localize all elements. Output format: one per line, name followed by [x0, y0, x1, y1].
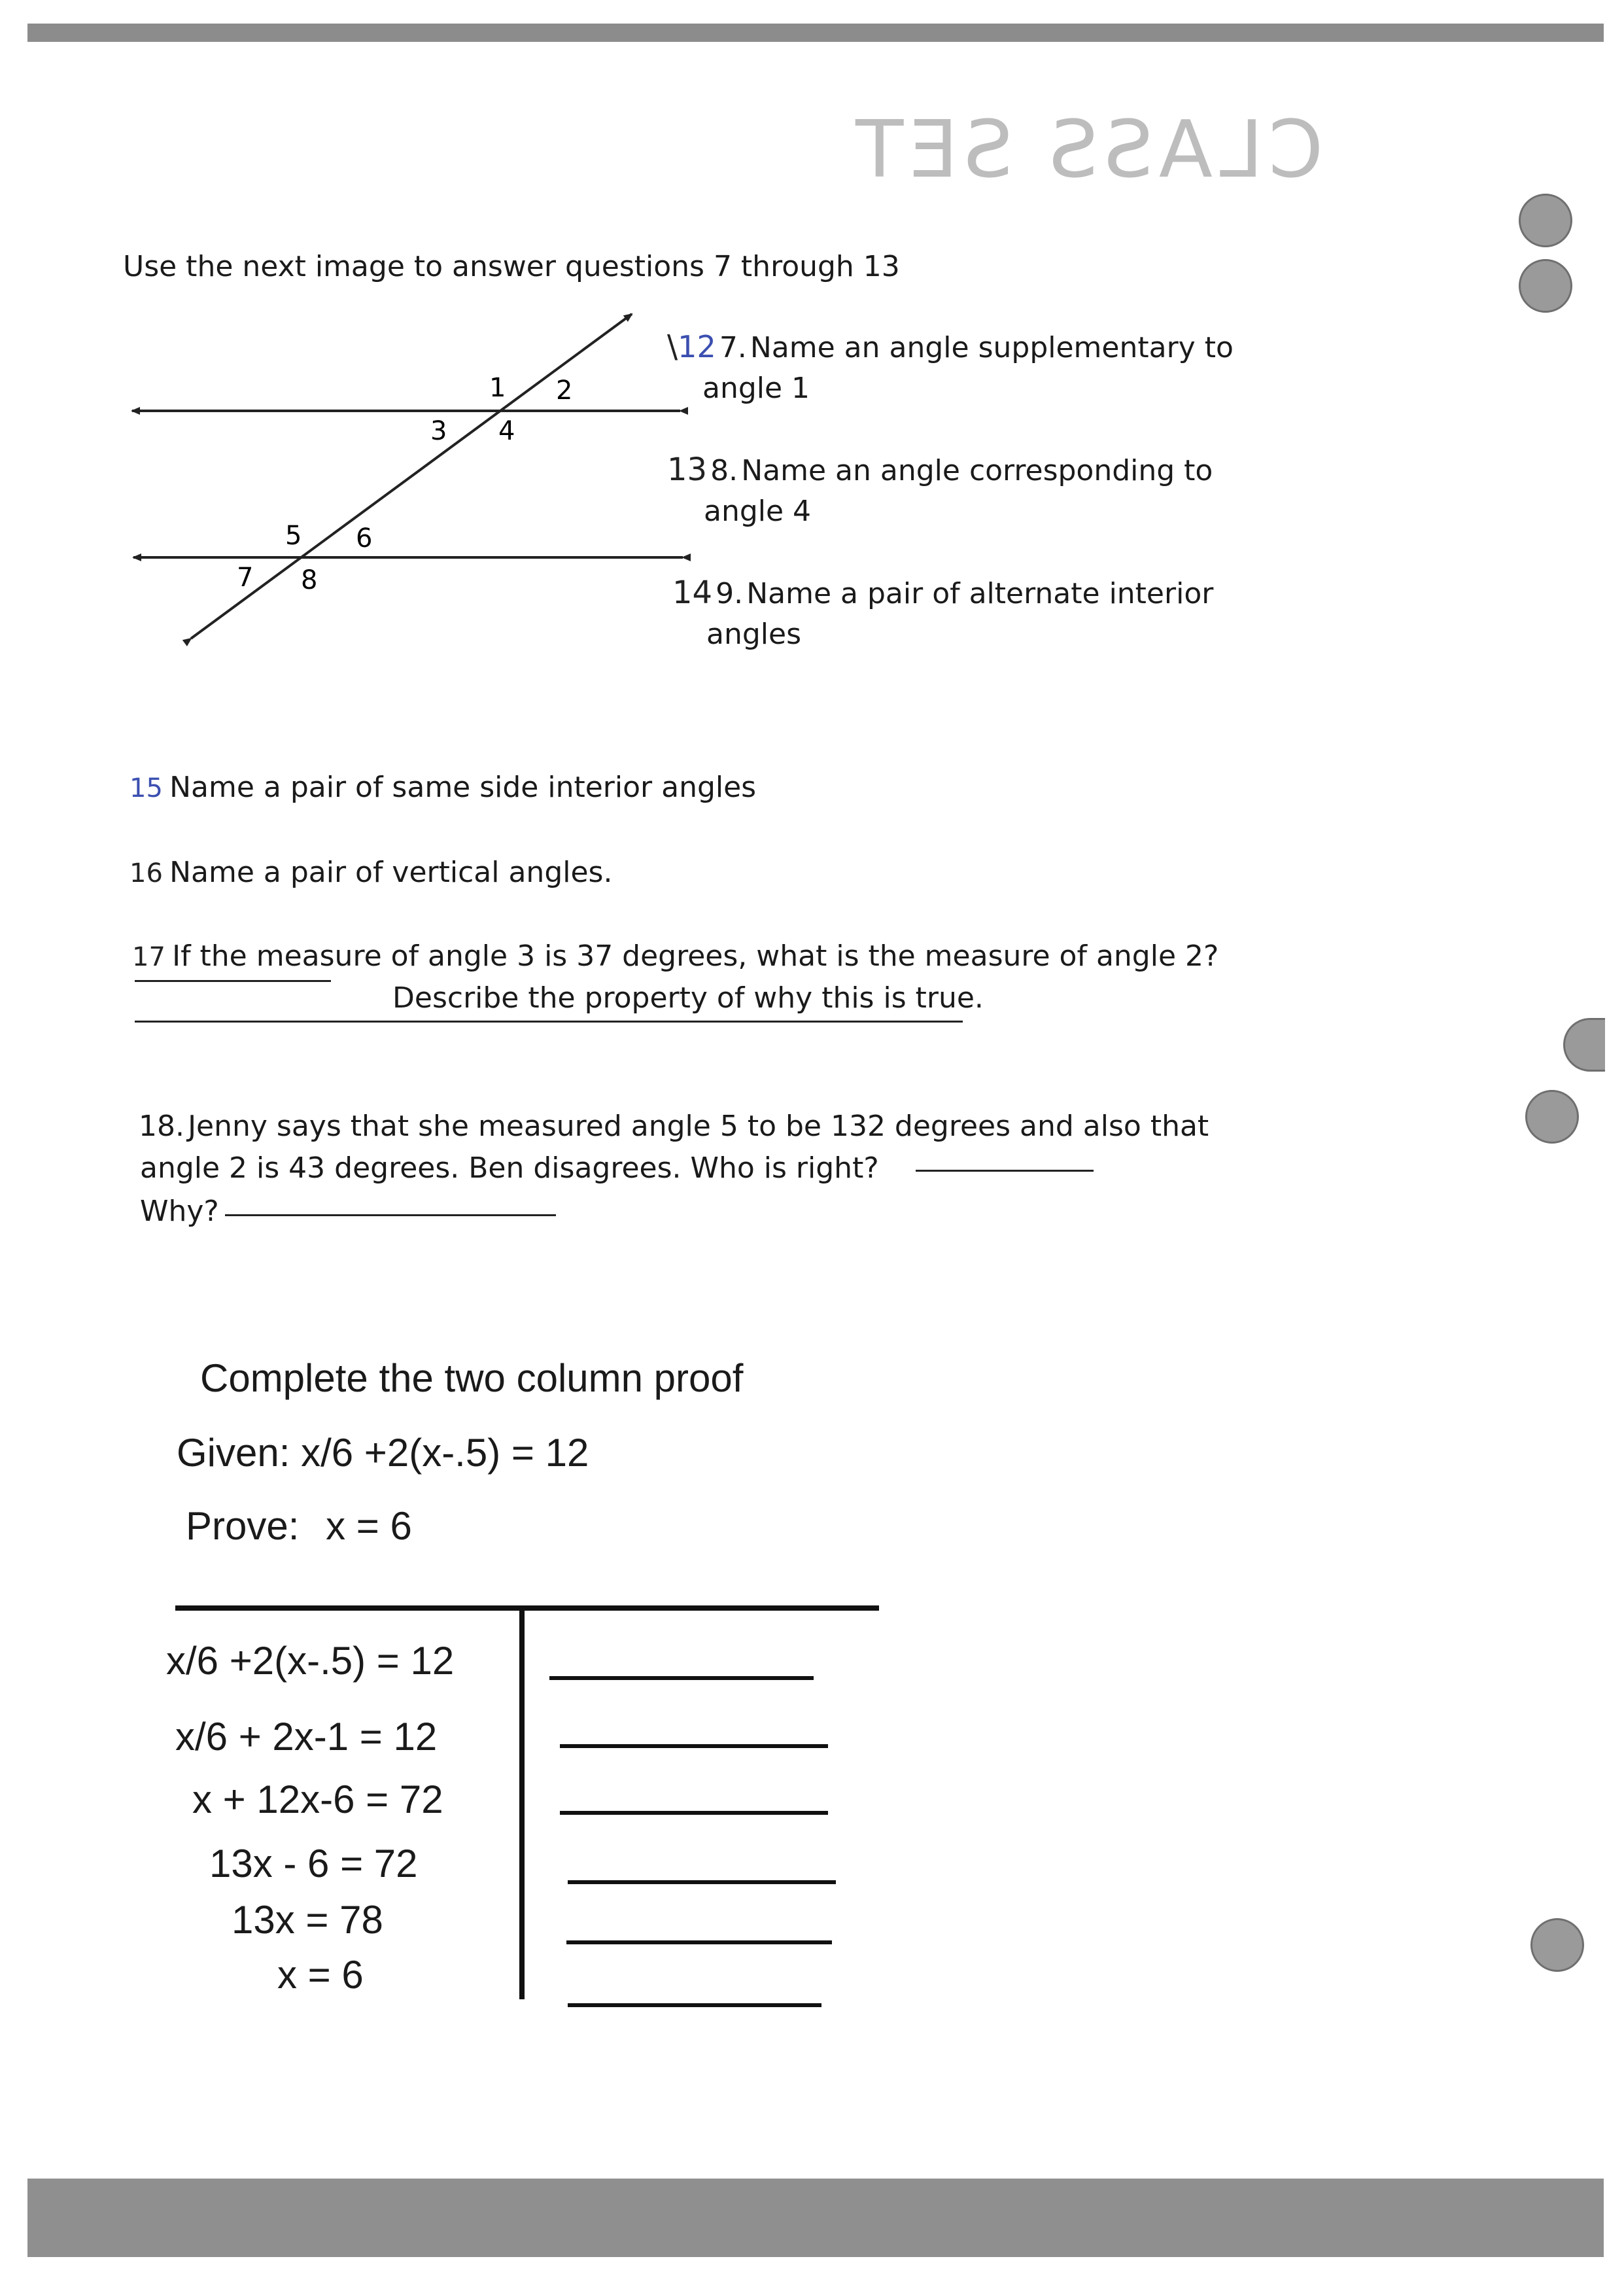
question-7 — [667, 327, 1234, 369]
proof-statement: 13x - 6 = 72 — [209, 1842, 418, 1885]
prove-line — [186, 1503, 412, 1549]
angle-label-8: 8 — [301, 565, 318, 595]
proof-statement: 13x = 78 — [232, 1898, 383, 1942]
question-18 — [139, 1106, 1209, 1148]
prove-label: Prove: — [186, 1504, 300, 1548]
question-7-line2: angle 1 — [702, 372, 810, 405]
reason-blank[interactable] — [568, 1880, 836, 1884]
question-number: 18. — [139, 1110, 184, 1143]
bottom-scan-edge — [27, 2179, 1604, 2257]
handwritten-number: 14 — [672, 574, 713, 611]
angle-label-2: 2 — [556, 376, 573, 406]
proof-statement: x = 6 — [277, 1953, 364, 1997]
class-set-stamp: CLASS SET — [850, 105, 1324, 196]
reason-blank[interactable] — [560, 1811, 828, 1815]
proof-heading: Complete the two column proof — [200, 1356, 744, 1400]
reason-blank[interactable] — [560, 1744, 828, 1748]
reason-blank[interactable] — [566, 1940, 832, 1944]
question-text: Jenny says that she measured angle 5 to be 132 degrees and also that — [188, 1110, 1209, 1143]
question-number: 9. — [716, 577, 744, 610]
angle-label-4: 4 — [498, 416, 515, 446]
angle-label-7: 7 — [237, 563, 254, 593]
given-line — [177, 1430, 589, 1475]
proof-statement: x + 12x-6 = 72 — [192, 1778, 443, 1821]
handwritten-number: 15 — [130, 773, 163, 803]
answer-blank[interactable] — [135, 980, 331, 982]
question-text: Name an angle corresponding to — [741, 454, 1213, 487]
top-scan-edge — [27, 24, 1604, 42]
answer-blank[interactable] — [135, 1021, 963, 1023]
binder-hole — [1563, 1018, 1605, 1072]
proof-statement: x/6 + 2x-1 = 12 — [175, 1715, 438, 1759]
question-text: Name a pair of same side interior angles — [169, 771, 757, 804]
angle-label-3: 3 — [430, 416, 447, 446]
question-text: If the measure of angle 3 is 37 degrees, what is the measure of angle 2? — [172, 939, 1219, 973]
handwritten-number: 12 — [678, 329, 716, 364]
prove-value: x = 6 — [326, 1504, 412, 1548]
handwritten-number: \ — [667, 328, 678, 365]
handwritten-number: 13 — [667, 451, 708, 488]
proof-table-divider — [519, 1609, 525, 1999]
question-text: Name an angle supplementary to — [750, 331, 1234, 364]
intro-text: Use the next image to answer questions 7 through 13 — [123, 250, 900, 283]
reason-blank[interactable] — [568, 2003, 821, 2007]
question-11 — [130, 852, 612, 903]
angle-label-6: 6 — [356, 523, 373, 553]
question-10 — [130, 767, 756, 818]
proof-table-top-rule — [175, 1605, 879, 1611]
parallel-lines-diagram — [118, 301, 706, 654]
question-12-line2: Describe the property of why this is true. — [392, 981, 984, 1015]
binder-hole — [1525, 1090, 1579, 1144]
given-label: Given: — [177, 1431, 290, 1475]
question-8 — [667, 450, 1213, 492]
question-text: Name a pair of alternate interior — [746, 577, 1214, 610]
question-text: Name a pair of vertical angles. — [169, 856, 613, 889]
answer-blank[interactable] — [916, 1170, 1094, 1172]
handwritten-number: 17 — [132, 942, 165, 972]
given-value: x/6 +2(x-.5) = 12 — [301, 1431, 589, 1475]
question-18-line3: Why? — [140, 1195, 219, 1228]
angle-label-1: 1 — [489, 373, 506, 403]
reason-blank[interactable] — [549, 1676, 814, 1680]
answer-blank[interactable] — [225, 1214, 556, 1216]
question-9 — [672, 573, 1213, 615]
question-number: 8. — [710, 454, 738, 487]
angle-label-5: 5 — [285, 521, 302, 551]
transversal-line — [191, 314, 632, 639]
question-8-line2: angle 4 — [704, 495, 812, 528]
question-number: 7. — [719, 331, 747, 364]
handwritten-number: 16 — [130, 858, 163, 888]
binder-hole — [1519, 194, 1572, 247]
question-9-line2: angles — [706, 618, 801, 651]
binder-hole — [1530, 1918, 1584, 1972]
question-18-line2: angle 2 is 43 degrees. Ben disagrees. Who is right? — [140, 1151, 879, 1185]
proof-statement: x/6 +2(x-.5) = 12 — [166, 1639, 455, 1683]
binder-hole — [1519, 259, 1572, 313]
